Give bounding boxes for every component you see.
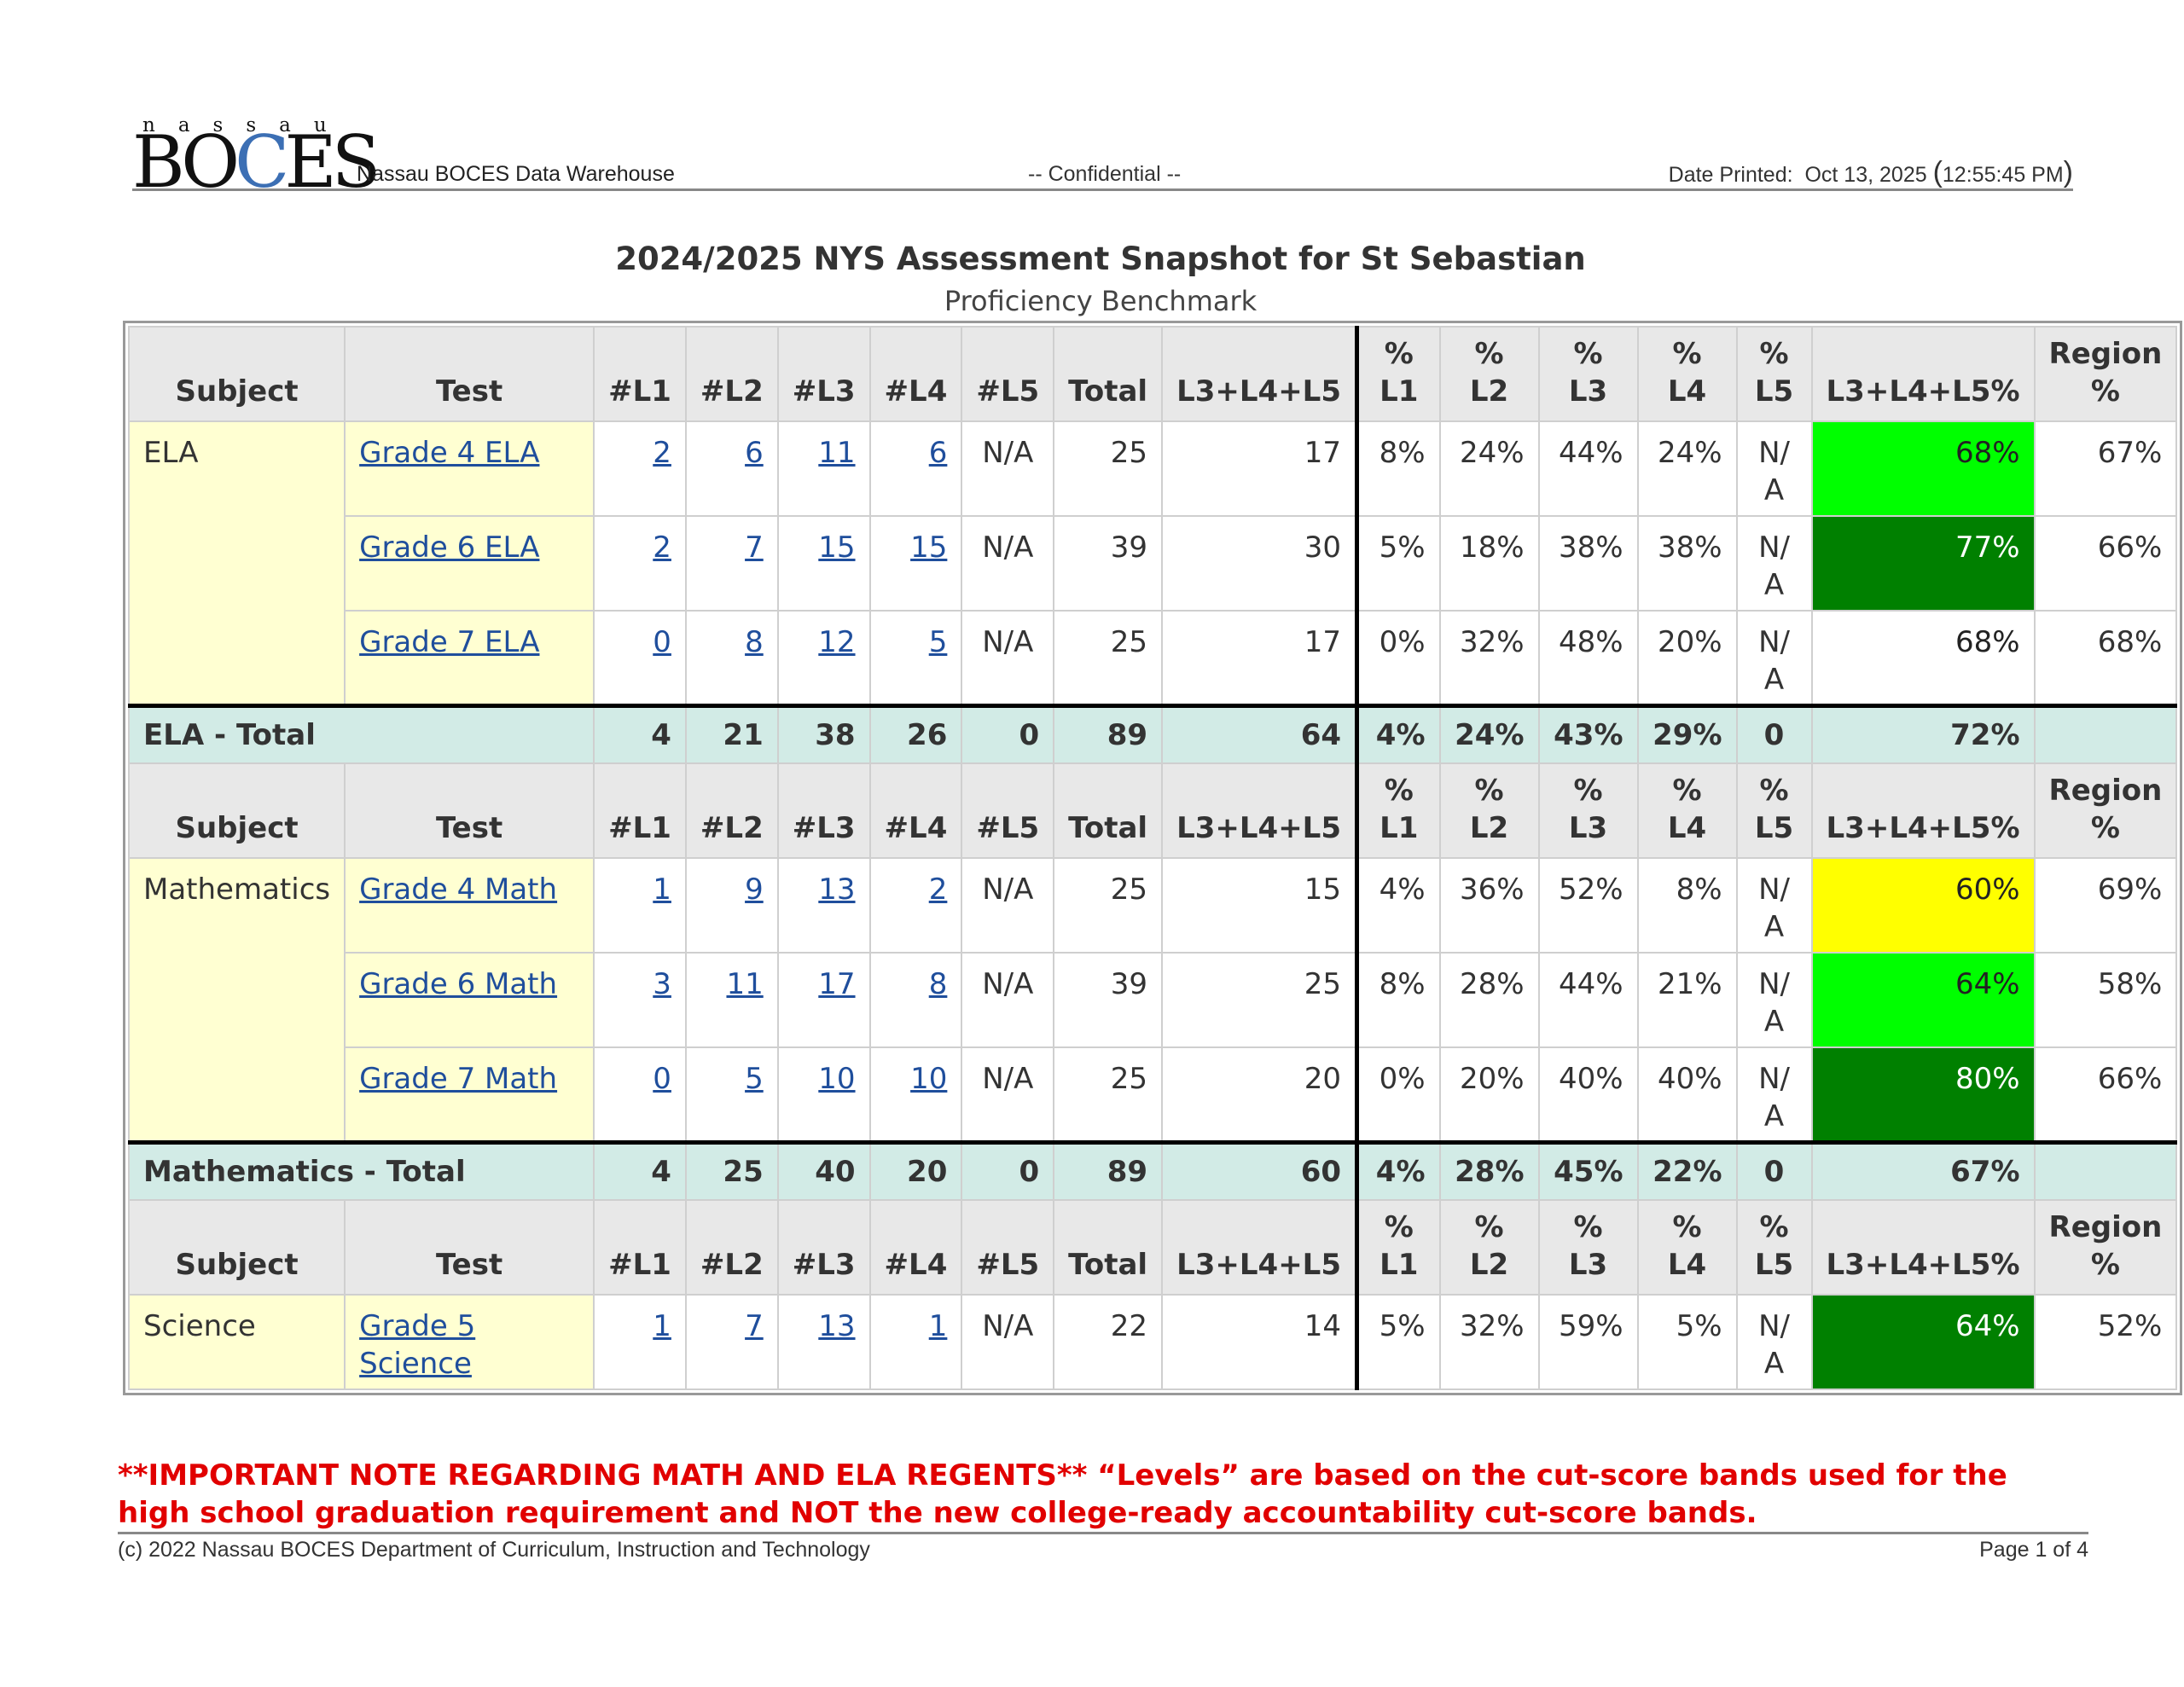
pct-p1-cell: 5% xyxy=(1357,1295,1440,1389)
col-header-subject: Subject xyxy=(129,327,345,421)
pct-p1-cell: 4% xyxy=(1357,858,1440,953)
col-header-pct-l345: L3+L4+L5% xyxy=(1812,763,2035,858)
count-l4-cell xyxy=(870,1047,962,1142)
count-l2-link[interactable]: 6 xyxy=(745,436,764,470)
pct-p4-cell: 24% xyxy=(1638,421,1737,516)
assessment-table-wrapper xyxy=(123,321,2182,1395)
total-total-cell: 89 xyxy=(1054,705,1162,763)
total-p3-cell: 43% xyxy=(1539,705,1638,763)
count-l3-link[interactable]: 13 xyxy=(818,872,856,907)
l345-cell: 15 xyxy=(1162,858,1356,953)
count-l1-link[interactable]: 2 xyxy=(653,436,671,470)
test-cell xyxy=(345,516,594,611)
count-l4-link[interactable]: 10 xyxy=(910,1062,948,1096)
total-l1-cell: 4 xyxy=(594,705,686,763)
count-l5-cell: N/A xyxy=(961,421,1054,516)
report-title: 2024/2025 NYS Assessment Snapshot for St Sebastian xyxy=(615,241,1586,277)
table-row xyxy=(129,516,2176,611)
total-region-cell xyxy=(2035,705,2177,763)
pct-l345-highlight-cell: 60% xyxy=(1812,858,2035,953)
col-header-pct-l5: % L5 xyxy=(1737,763,1812,858)
col-header-pct-l3: % L3 xyxy=(1539,327,1638,421)
total-pct-l345-cell: 72% xyxy=(1812,705,2035,763)
report-subtitle: Proficiency Benchmark xyxy=(944,285,1258,317)
count-l4-link[interactable]: 5 xyxy=(928,625,948,659)
col-header-test: Test xyxy=(345,1200,594,1295)
total-l3-cell: 38 xyxy=(778,705,870,763)
count-l1-link[interactable]: 3 xyxy=(653,967,671,1001)
col-header-total: Total xyxy=(1054,763,1162,858)
l345-cell: 20 xyxy=(1162,1047,1356,1142)
pct-p3-cell: 44% xyxy=(1539,421,1638,516)
test-link[interactable]: Grade 6 ELA xyxy=(359,530,540,565)
col-header-l4: #L4 xyxy=(870,327,962,421)
region-pct-cell: 69% xyxy=(2035,858,2177,953)
total-p5-cell: 0 xyxy=(1737,1142,1812,1200)
col-header-l5: #L5 xyxy=(961,763,1054,858)
pct-p2-cell: 28% xyxy=(1440,953,1539,1047)
subject-cell: Science xyxy=(129,1295,345,1389)
pct-p1-cell: 5% xyxy=(1357,516,1440,611)
test-cell xyxy=(345,611,594,705)
col-header-pct-l345: L3+L4+L5% xyxy=(1812,327,2035,421)
count-l2-cell xyxy=(686,1047,778,1142)
count-l1-cell xyxy=(594,421,686,516)
header-rule xyxy=(132,188,2073,191)
l345-cell: 30 xyxy=(1162,516,1356,611)
count-l2-cell xyxy=(686,516,778,611)
pct-p3-cell: 44% xyxy=(1539,953,1638,1047)
count-l3-cell xyxy=(778,858,870,953)
total-pct-l345-cell: 67% xyxy=(1812,1142,2035,1200)
date-printed: Date Printed: Oct 13, 2025 (12:55:45 PM) xyxy=(1668,156,2073,188)
total-cell: 39 xyxy=(1054,953,1162,1047)
count-l2-cell xyxy=(686,611,778,705)
count-l3-cell xyxy=(778,611,870,705)
col-header-test: Test xyxy=(345,763,594,858)
count-l2-cell xyxy=(686,953,778,1047)
test-cell xyxy=(345,1047,594,1142)
subject-cell: Mathematics xyxy=(129,858,345,1142)
total-p1-cell: 4% xyxy=(1357,1142,1440,1200)
column-header-row xyxy=(129,327,2176,421)
count-l4-cell xyxy=(870,611,962,705)
col-header-total: Total xyxy=(1054,1200,1162,1295)
total-l5-cell: 0 xyxy=(961,1142,1054,1200)
pct-p5-cell: N/ A xyxy=(1737,1047,1812,1142)
col-header-pct-l345: L3+L4+L5% xyxy=(1812,1200,2035,1295)
page-footer xyxy=(118,1532,2088,1562)
region-pct-cell: 66% xyxy=(2035,1047,2177,1142)
table-row xyxy=(129,1295,2176,1389)
pct-p4-cell: 8% xyxy=(1638,858,1737,953)
total-cell: 25 xyxy=(1054,858,1162,953)
l345-cell: 14 xyxy=(1162,1295,1356,1389)
table-row xyxy=(129,858,2176,953)
count-l2-link[interactable]: 9 xyxy=(745,872,764,907)
total-l4-cell: 26 xyxy=(870,705,962,763)
col-header-pct-l2: % L2 xyxy=(1440,1200,1539,1295)
col-header-subject: Subject xyxy=(129,1200,345,1295)
assessment-table-body xyxy=(129,327,2176,1389)
test-link[interactable]: Grade 4 Math xyxy=(359,872,558,907)
col-header-pct-l3: % L3 xyxy=(1539,763,1638,858)
count-l3-link[interactable]: 15 xyxy=(818,530,856,565)
count-l1-link[interactable]: 0 xyxy=(653,625,671,659)
count-l1-cell xyxy=(594,858,686,953)
confidential-label: -- Confidential -- xyxy=(1028,162,1182,186)
total-cell: 25 xyxy=(1054,421,1162,516)
count-l4-cell xyxy=(870,421,962,516)
region-pct-cell: 68% xyxy=(2035,611,2177,705)
total-l2-cell: 21 xyxy=(686,705,778,763)
col-header-l3: #L3 xyxy=(778,327,870,421)
count-l3-cell xyxy=(778,1047,870,1142)
count-l1-cell xyxy=(594,516,686,611)
total-p4-cell: 22% xyxy=(1638,1142,1737,1200)
col-header-pct-l5: % L5 xyxy=(1737,1200,1812,1295)
total-l2-cell: 25 xyxy=(686,1142,778,1200)
count-l4-link[interactable]: 2 xyxy=(928,872,948,907)
pct-p3-cell: 40% xyxy=(1539,1047,1638,1142)
count-l3-link[interactable]: 12 xyxy=(818,625,856,659)
org-name: Nassau BOCES Data Warehouse xyxy=(357,162,675,186)
pct-p2-cell: 18% xyxy=(1440,516,1539,611)
report-header xyxy=(132,109,2073,204)
count-l2-link[interactable]: 7 xyxy=(745,1309,764,1343)
count-l2-link[interactable]: 11 xyxy=(726,967,764,1001)
count-l2-link[interactable]: 5 xyxy=(745,1062,764,1096)
page-number: Page 1 of 4 xyxy=(1979,1538,2088,1562)
total-p2-cell: 28% xyxy=(1440,1142,1539,1200)
count-l3-link[interactable]: 10 xyxy=(818,1062,856,1096)
col-header-l3: #L3 xyxy=(778,763,870,858)
pct-p1-cell: 0% xyxy=(1357,611,1440,705)
col-header-l345: L3+L4+L5 xyxy=(1162,1200,1356,1295)
test-cell xyxy=(345,421,594,516)
total-cell: 25 xyxy=(1054,611,1162,705)
col-header-l1: #L1 xyxy=(594,327,686,421)
count-l4-link[interactable]: 1 xyxy=(928,1309,948,1343)
total-l1-cell: 4 xyxy=(594,1142,686,1200)
total-p3-cell: 45% xyxy=(1539,1142,1638,1200)
copyright-text: (c) 2022 Nassau BOCES Department of Curriculum, Instruction and Technology xyxy=(118,1538,870,1562)
pct-p2-cell: 36% xyxy=(1440,858,1539,953)
col-header-pct-l5: % L5 xyxy=(1737,327,1812,421)
pct-p2-cell: 20% xyxy=(1440,1047,1539,1142)
count-l5-cell: N/A xyxy=(961,611,1054,705)
region-pct-cell: 67% xyxy=(2035,421,2177,516)
region-pct-cell: 52% xyxy=(2035,1295,2177,1389)
count-l1-link[interactable]: 0 xyxy=(653,1062,671,1096)
test-link[interactable]: Grade 4 ELA xyxy=(359,436,540,470)
col-header-pct-l2: % L2 xyxy=(1440,763,1539,858)
section-total-row xyxy=(129,1142,2176,1200)
region-pct-cell: 58% xyxy=(2035,953,2177,1047)
count-l3-cell xyxy=(778,1295,870,1389)
count-l4-cell xyxy=(870,516,962,611)
col-header-pct-l2: % L2 xyxy=(1440,327,1539,421)
table-row xyxy=(129,421,2176,516)
count-l2-cell xyxy=(686,858,778,953)
col-header-pct-l4: % L4 xyxy=(1638,327,1737,421)
col-header-pct-l4: % L4 xyxy=(1638,763,1737,858)
count-l2-cell xyxy=(686,421,778,516)
total-cell: 25 xyxy=(1054,1047,1162,1142)
count-l3-cell xyxy=(778,421,870,516)
pct-p4-cell: 21% xyxy=(1638,953,1737,1047)
pct-p2-cell: 24% xyxy=(1440,421,1539,516)
col-header-l345: L3+L4+L5 xyxy=(1162,763,1356,858)
count-l3-cell xyxy=(778,953,870,1047)
total-p2-cell: 24% xyxy=(1440,705,1539,763)
col-header-l5: #L5 xyxy=(961,1200,1054,1295)
col-header-pct-l1: % L1 xyxy=(1357,1200,1440,1295)
count-l5-cell: N/A xyxy=(961,858,1054,953)
count-l3-cell xyxy=(778,516,870,611)
l345-cell: 25 xyxy=(1162,953,1356,1047)
pct-l345-highlight-cell: 80% xyxy=(1812,1047,2035,1142)
col-header-l4: #L4 xyxy=(870,1200,962,1295)
pct-p4-cell: 40% xyxy=(1638,1047,1737,1142)
total-label-cell: Mathematics - Total xyxy=(129,1142,594,1200)
pct-p3-cell: 48% xyxy=(1539,611,1638,705)
total-total-cell: 89 xyxy=(1054,1142,1162,1200)
total-l345-cell: 64 xyxy=(1162,705,1356,763)
total-cell: 39 xyxy=(1054,516,1162,611)
count-l4-link[interactable]: 6 xyxy=(928,436,948,470)
table-row xyxy=(129,1047,2176,1142)
test-link[interactable]: Grade 6 Math xyxy=(359,967,558,1001)
column-header-row xyxy=(129,1200,2176,1295)
important-note: **IMPORTANT NOTE REGARDING MATH AND ELA REGENTS** “Levels” are based on the cut-score bands used for the high school graduation requirement and NOT the new college-ready accountability cut-score bands. xyxy=(118,1458,2007,1530)
count-l4-link[interactable]: 15 xyxy=(910,530,948,565)
pct-p3-cell: 59% xyxy=(1539,1295,1638,1389)
total-p1-cell: 4% xyxy=(1357,705,1440,763)
count-l5-cell: N/A xyxy=(961,953,1054,1047)
col-header-l1: #L1 xyxy=(594,1200,686,1295)
col-header-l2: #L2 xyxy=(686,763,778,858)
count-l1-link[interactable]: 1 xyxy=(653,1309,671,1343)
count-l5-cell: N/A xyxy=(961,1047,1054,1142)
col-header-l2: #L2 xyxy=(686,1200,778,1295)
col-header-l4: #L4 xyxy=(870,763,962,858)
pct-p4-cell: 38% xyxy=(1638,516,1737,611)
pct-p5-cell: N/ A xyxy=(1737,516,1812,611)
total-l3-cell: 40 xyxy=(778,1142,870,1200)
total-cell: 22 xyxy=(1054,1295,1162,1389)
col-header-subject: Subject xyxy=(129,763,345,858)
count-l5-cell: N/A xyxy=(961,1295,1054,1389)
column-header-row xyxy=(129,763,2176,858)
total-label-cell: ELA - Total xyxy=(129,705,594,763)
pct-p5-cell: N/ A xyxy=(1737,1295,1812,1389)
count-l4-link[interactable]: 8 xyxy=(928,967,948,1001)
pct-p5-cell: N/ A xyxy=(1737,953,1812,1047)
region-pct-cell: 66% xyxy=(2035,516,2177,611)
count-l3-link[interactable]: 17 xyxy=(818,967,856,1001)
total-l345-cell: 60 xyxy=(1162,1142,1356,1200)
col-header-l345: L3+L4+L5 xyxy=(1162,327,1356,421)
pct-l345-highlight-cell: 68% xyxy=(1812,611,2035,705)
pct-p1-cell: 8% xyxy=(1357,953,1440,1047)
count-l2-link[interactable]: 8 xyxy=(745,625,764,659)
count-l1-cell xyxy=(594,953,686,1047)
col-header-pct-l1: % L1 xyxy=(1357,763,1440,858)
pct-l345-highlight-cell: 64% xyxy=(1812,953,2035,1047)
pct-l345-highlight-cell: 64% xyxy=(1812,1295,2035,1389)
total-region-cell xyxy=(2035,1142,2177,1200)
test-cell xyxy=(345,858,594,953)
col-header-pct-l4: % L4 xyxy=(1638,1200,1737,1295)
pct-p1-cell: 8% xyxy=(1357,421,1440,516)
pct-p5-cell: N/ A xyxy=(1737,421,1812,516)
col-header-pct-l3: % L3 xyxy=(1539,1200,1638,1295)
total-p4-cell: 29% xyxy=(1638,705,1737,763)
col-header-pct-l1: % L1 xyxy=(1357,327,1440,421)
test-cell xyxy=(345,1295,594,1389)
pct-p2-cell: 32% xyxy=(1440,611,1539,705)
col-header-region: Region % xyxy=(2035,763,2177,858)
count-l3-link[interactable]: 11 xyxy=(818,436,856,470)
count-l2-link[interactable]: 7 xyxy=(745,530,764,565)
pct-p5-cell: N/ A xyxy=(1737,858,1812,953)
count-l1-cell xyxy=(594,1295,686,1389)
total-l5-cell: 0 xyxy=(961,705,1054,763)
test-link[interactable]: Grade 7 Math xyxy=(359,1062,558,1096)
col-header-region: Region % xyxy=(2035,327,2177,421)
table-row xyxy=(129,953,2176,1047)
col-header-l2: #L2 xyxy=(686,327,778,421)
count-l4-cell xyxy=(870,858,962,953)
count-l5-cell: N/A xyxy=(961,516,1054,611)
l345-cell: 17 xyxy=(1162,611,1356,705)
col-header-l3: #L3 xyxy=(778,1200,870,1295)
section-total-row xyxy=(129,705,2176,763)
count-l1-cell xyxy=(594,611,686,705)
assessment-table xyxy=(128,326,2177,1390)
pct-p1-cell: 0% xyxy=(1357,1047,1440,1142)
boces-logo xyxy=(132,109,376,204)
count-l2-cell xyxy=(686,1295,778,1389)
pct-p2-cell: 32% xyxy=(1440,1295,1539,1389)
col-header-test: Test xyxy=(345,327,594,421)
pct-p3-cell: 38% xyxy=(1539,516,1638,611)
col-header-total: Total xyxy=(1054,327,1162,421)
l345-cell: 17 xyxy=(1162,421,1356,516)
col-header-l5: #L5 xyxy=(961,327,1054,421)
count-l4-cell xyxy=(870,953,962,1047)
test-link[interactable]: Grade 5 Science xyxy=(359,1309,476,1381)
count-l1-link[interactable]: 2 xyxy=(653,530,671,565)
table-row xyxy=(129,611,2176,705)
pct-p4-cell: 5% xyxy=(1638,1295,1737,1389)
count-l4-cell xyxy=(870,1295,962,1389)
count-l1-link[interactable]: 1 xyxy=(653,872,671,907)
pct-p4-cell: 20% xyxy=(1638,611,1737,705)
subject-cell: ELA xyxy=(129,421,345,705)
pct-l345-highlight-cell: 68% xyxy=(1812,421,2035,516)
count-l1-cell xyxy=(594,1047,686,1142)
count-l3-link[interactable]: 13 xyxy=(818,1309,856,1343)
pct-l345-highlight-cell: 77% xyxy=(1812,516,2035,611)
total-l4-cell: 20 xyxy=(870,1142,962,1200)
logo-big-text: BOCES xyxy=(132,120,376,204)
logo-small-text: nassau xyxy=(142,114,350,136)
col-header-l1: #L1 xyxy=(594,763,686,858)
pct-p3-cell: 52% xyxy=(1539,858,1638,953)
pct-p5-cell: N/ A xyxy=(1737,611,1812,705)
col-header-region: Region % xyxy=(2035,1200,2177,1295)
total-p5-cell: 0 xyxy=(1737,705,1812,763)
test-link[interactable]: Grade 7 ELA xyxy=(359,625,540,659)
test-cell xyxy=(345,953,594,1047)
